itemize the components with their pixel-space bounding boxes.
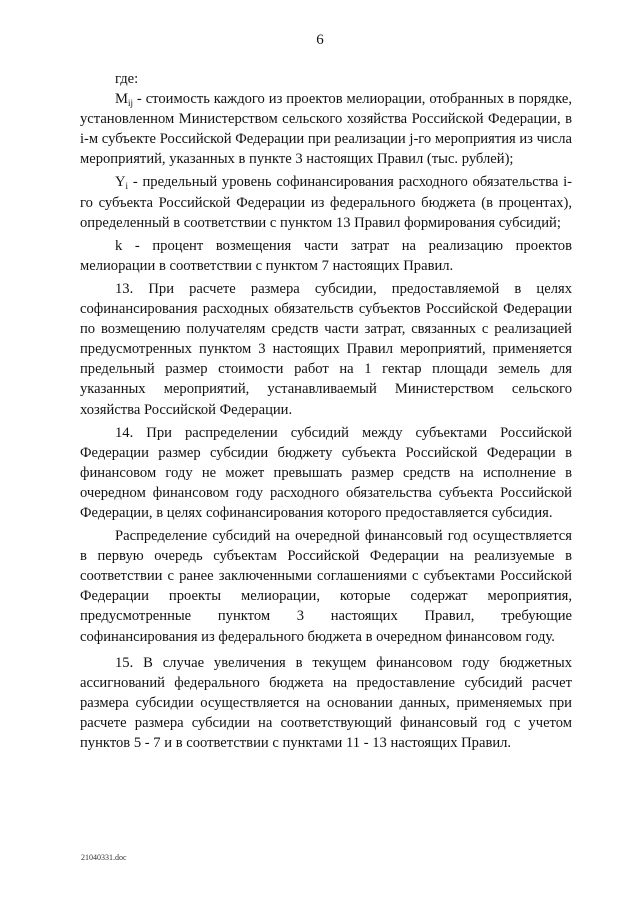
subscript-ij: ij	[127, 98, 133, 109]
page-number: 6	[316, 32, 324, 48]
file-footer: 21040331.doc	[81, 853, 127, 862]
paragraph-14: 14. При распределении субсидий между субъектами Российской Федерации размер субсидии бюджету субъекта Российской Федерации в финансовом году не может превышать размер средств на исполнение в очередном финансовом году расходного обязательства субъекта Российской Федерации, в целях софинансирования которого предоставляется субсидия.	[80, 424, 572, 521]
definition-y-text: - предельный уровень софинансирования расходного обязательства i-го субъекта Российской Федерации из федерального бюджета (в процентах), определенный в соответствии с пунктом 13 Правил формирования субсидий;	[80, 174, 572, 231]
symbol-m: M	[115, 91, 128, 108]
paragraph-13: 13. При расчете размера субсидии, предоставляемой в целях софинансирования расходных обязательств субъектов Российской Федерации по возмещению получателям средств части затрат, связанных с реализацией предусмотренных пунктом 3 настоящих Правил мероприятий, применяется предельный размер стоимости работ на 1 гектар площади земель для указанных мероприятий, устанавливаемый Министерством сельского хозяйства Российской Федерации.	[80, 280, 572, 418]
intro-text: где:	[115, 71, 139, 87]
paragraph-distribution: Распределение субсидий на очередной финансовый год осуществляется в первую очередь субъектам Российской Федерации на реализуемые в соответствии с ранее заключенными соглашениями с субъектами Российской Федерации проекты мелиорации, которые содержат мероприятия, предусмотренные пунктом 3 настоящих Правил, требующие софинансирования из федерального бюджета в очередном финансовом году.	[80, 528, 572, 645]
definition-m	[80, 89, 572, 169]
definition-k: k - процент возмещения части затрат на реализацию проектов мелиорации в соответствии с пунктом 7 настоящих Правил.	[80, 237, 572, 274]
definition-y	[80, 172, 572, 232]
definition-m-text: - стоимость каждого из проектов мелиорации, отобранных в порядке, установленном Министерством сельского хозяйства Российской Федерации, в i-м субъекте Российской Федерации при реализации j-го мероприятия из числа мероприятий, указанных в пункте 3 настоящих Правил (тыс. рублей);	[80, 91, 572, 168]
subscript-i: i	[125, 181, 129, 192]
document-body	[80, 69, 572, 753]
paragraph-15: 15. В случае увеличения в текущем финансовом году бюджетных ассигнований федерального бюджета на предоставление субсидий расчет размера субсидии осуществляется на основании данных, применяемых при расчете размера субсидии на соответствующий финансовый год с учетом пунктов 5 - 7 и в соответствии с пунктами 11 - 13 настоящих Правил.	[80, 654, 572, 751]
symbol-y: Y	[115, 174, 126, 191]
